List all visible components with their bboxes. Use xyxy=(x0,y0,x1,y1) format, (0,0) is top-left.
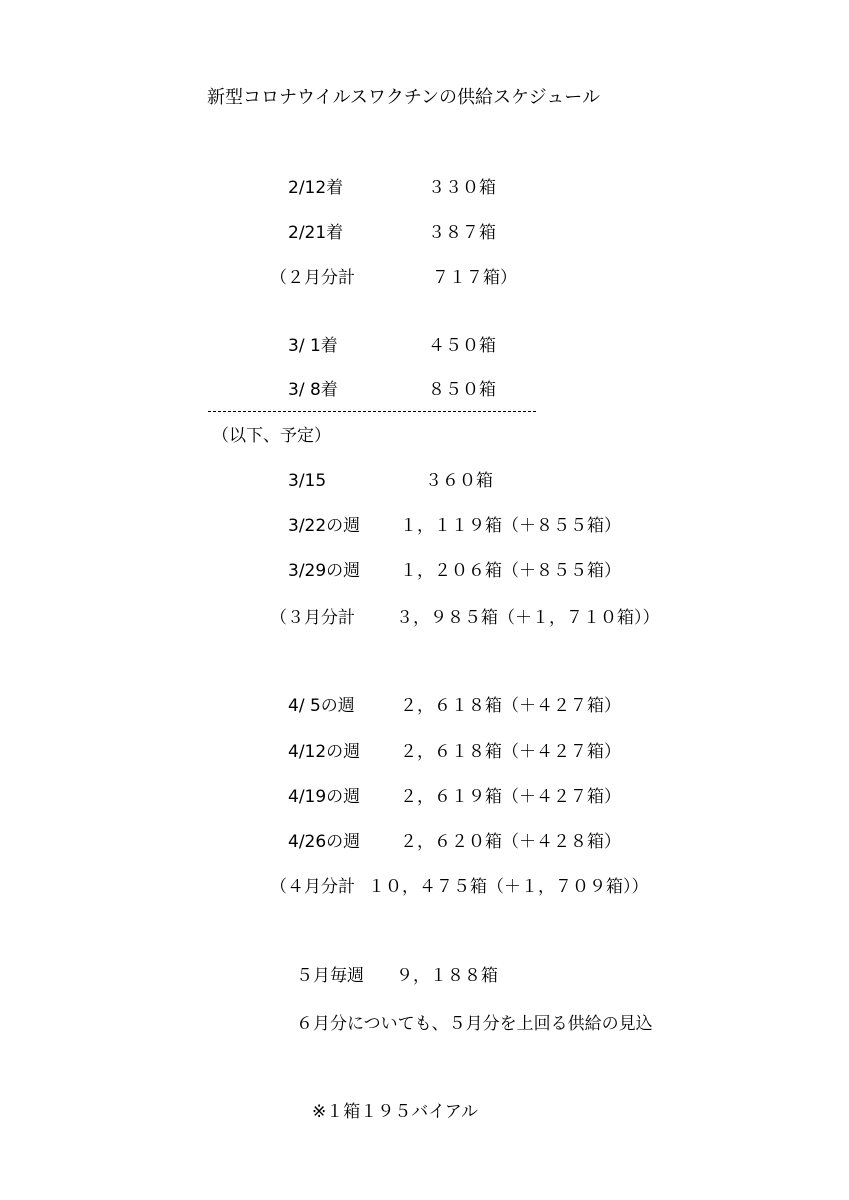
apr-row1-date: 4/ 5の週 xyxy=(288,696,355,716)
apr-row4-date: 4/26の週 xyxy=(288,832,361,852)
apr-row2-date: 4/12の週 xyxy=(288,742,361,762)
feb-row2-date: 2/21着 xyxy=(288,223,344,243)
feb-row1-date: 2/12着 xyxy=(288,178,344,198)
mar-row2-qty: ８５０箱 xyxy=(428,380,496,400)
mar-planned-row3-qty: １，２０６箱（＋８５５箱） xyxy=(400,561,621,581)
apr-row3-qty: ２，６１９箱（＋４２７箱） xyxy=(400,787,621,807)
mar-planned-row1-date: 3/15 xyxy=(288,471,327,491)
mar-subtotal-label: （３月分計 xyxy=(270,608,355,628)
feb-subtotal-label: （２月分計 xyxy=(270,268,355,288)
footnote: ※１箱１９５バイアル xyxy=(312,1102,479,1122)
may-label: ５月毎週 xyxy=(296,966,364,986)
mar-planned-row2-qty: １，１１９箱（＋８５５箱） xyxy=(400,516,621,536)
mar-row2-date: 3/ 8着 xyxy=(288,380,338,400)
mar-row1-qty: ４５０箱 xyxy=(428,336,496,356)
mar-row1-date: 3/ 1着 xyxy=(288,336,338,356)
apr-subtotal-label: （４月分計 xyxy=(270,877,355,897)
apr-row2-qty: ２，６１８箱（＋４２７箱） xyxy=(400,742,621,762)
may-qty: ９，１８８箱 xyxy=(396,966,498,986)
mar-planned-row3-date: 3/29の週 xyxy=(288,561,361,581)
document-title: 新型コロナウイルスワクチンの供給スケジュール xyxy=(207,87,600,108)
mar-planned-row2-date: 3/22の週 xyxy=(288,516,361,536)
apr-row4-qty: ２，６２０箱（＋４２８箱） xyxy=(400,832,621,852)
feb-row1-qty: ３３０箱 xyxy=(428,178,496,198)
feb-row2-qty: ３８７箱 xyxy=(428,223,496,243)
planned-label: （以下、予定） xyxy=(212,426,331,446)
mar-subtotal-qty: ３，９８５箱（＋１，７１０箱）） xyxy=(396,608,660,628)
feb-subtotal-qty: ７１７箱） xyxy=(432,268,517,288)
apr-row1-qty: ２，６１８箱（＋４２７箱） xyxy=(400,696,621,716)
june-note: ６月分についても、５月分を上回る供給の見込 xyxy=(296,1014,653,1034)
apr-subtotal-qty: １０，４７５箱（＋１，７０９箱）） xyxy=(368,877,649,897)
separator-line xyxy=(208,411,536,412)
mar-planned-row1-qty: ３６０箱 xyxy=(425,471,493,491)
apr-row3-date: 4/19の週 xyxy=(288,787,361,807)
